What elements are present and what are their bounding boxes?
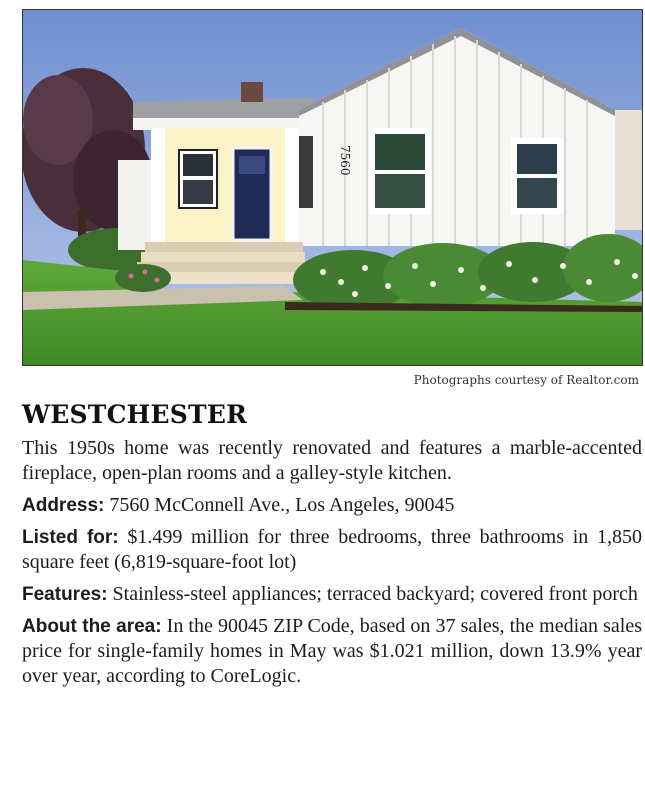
address-paragraph — [22, 493, 642, 518]
chimney — [241, 82, 263, 102]
listed-text: $1.499 million for three bedrooms, three bathrooms in 1,850 square feet (6,819-square-foot lot) — [22, 526, 642, 573]
address-text: 7560 McConnell Ave., Los Angeles, 90045 — [104, 494, 455, 516]
headline: WESTCHESTER — [22, 400, 248, 429]
area-text: In the 90045 ZIP Code, based on 37 sales, the median sales price for single-family homes in May was $1.021 million, down 13.9% year over year, according to CoreLogic. — [22, 615, 642, 687]
house-illustration — [23, 10, 643, 366]
house-number: 7560 — [338, 145, 352, 176]
area-label: About the area: — [22, 616, 162, 637]
area-paragraph — [22, 614, 642, 689]
listed-label: Listed for: — [22, 527, 119, 548]
article-body — [22, 436, 642, 696]
photo-credit: Photographs courtesy of Realtor.com — [413, 373, 639, 387]
features-paragraph — [22, 582, 642, 607]
house-photo — [22, 9, 643, 366]
features-label: Features: — [22, 584, 108, 605]
listed-paragraph — [22, 525, 642, 575]
address-label: Address: — [22, 495, 105, 516]
features-text: Stainless-steel appliances; terraced backyard; covered front porch — [107, 583, 638, 605]
intro-paragraph: This 1950s home was recently renovated and features a marble-accented fireplace, open-plan rooms and a galley-style kitchen. — [22, 437, 642, 484]
